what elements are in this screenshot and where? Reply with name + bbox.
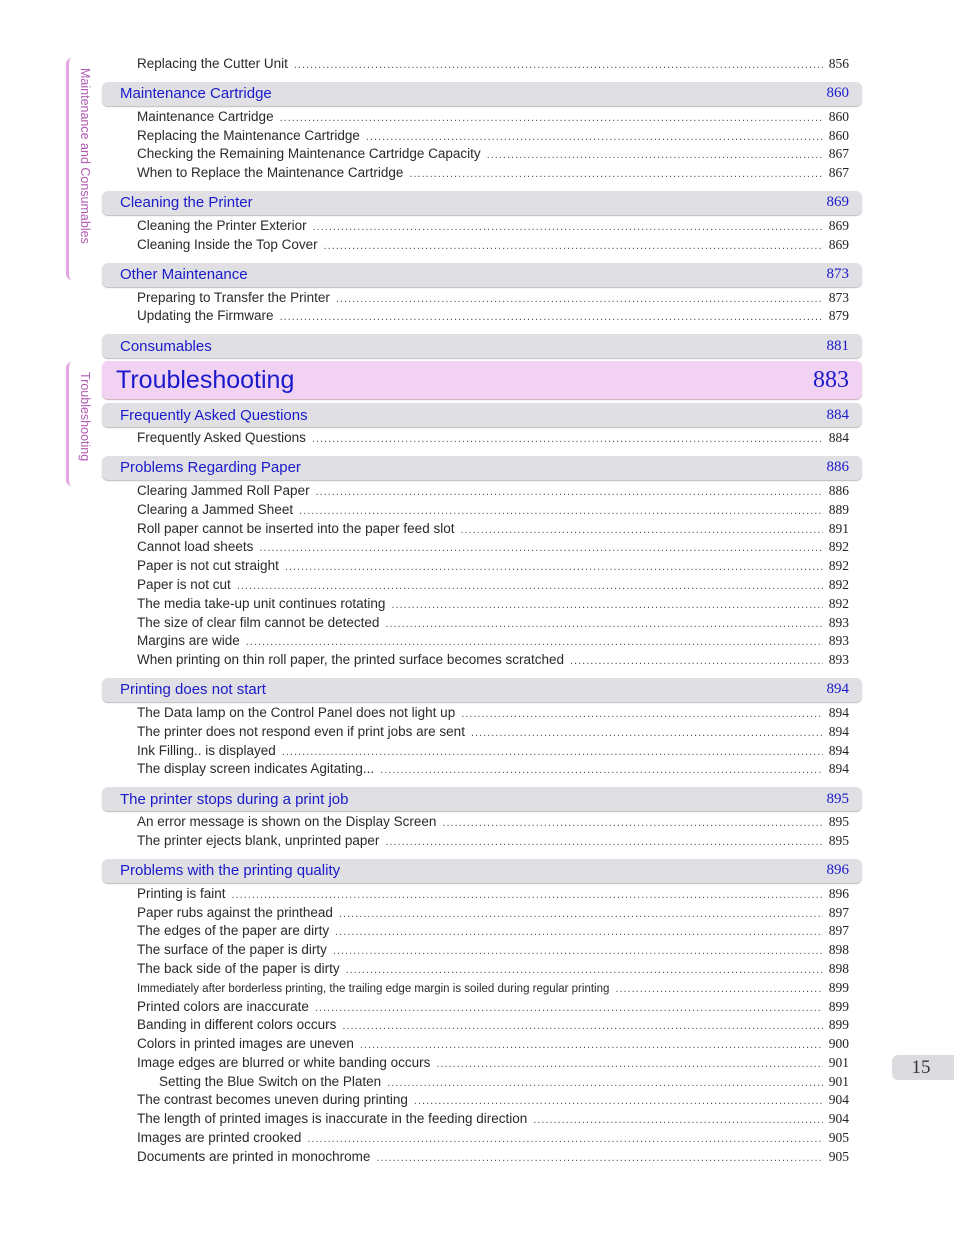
page-ref: 895 (826, 790, 849, 807)
page-ref: 889 (828, 501, 849, 517)
page-ref: 856 (828, 56, 849, 71)
dot-leader (385, 618, 822, 630)
entry-title: Printed colors are inaccurate (137, 998, 309, 1014)
entry-title: The media take-up unit continues rotating (137, 595, 386, 611)
dot-leader (387, 1077, 823, 1089)
toc-entry-link[interactable] (137, 652, 849, 671)
page-ref: 883 (813, 366, 849, 393)
entry-title: Maintenance Cartridge (137, 108, 274, 124)
toc-entry-link[interactable] (137, 633, 849, 652)
entry-title: Margins are wide (137, 633, 240, 649)
page-ref: 884 (828, 430, 849, 446)
section-title: Other Maintenance (120, 266, 248, 284)
toc-entry-link[interactable] (137, 999, 849, 1018)
entry-title: Printing is faint (137, 885, 226, 901)
page-ref: 896 (828, 885, 849, 901)
toc-entry-link[interactable] (137, 577, 849, 596)
dot-leader (333, 945, 823, 957)
entry-title: Paper is not cut straight (137, 558, 279, 574)
page-ref: 893 (828, 614, 849, 630)
toc-section-link[interactable] (102, 787, 862, 811)
toc-section-link[interactable] (102, 82, 862, 106)
page-ref: 901 (828, 1073, 849, 1089)
dot-leader (436, 1058, 822, 1070)
page-ref: 905 (828, 1130, 849, 1146)
side-tab-maintenance[interactable] (66, 58, 93, 280)
spacer (102, 75, 862, 80)
dot-leader (487, 149, 823, 161)
dot-leader (324, 240, 823, 252)
toc-section-link[interactable] (102, 403, 862, 427)
section-title: The printer stops during a print job (120, 790, 349, 808)
toc-entry-link[interactable] (137, 1055, 849, 1074)
page-ref: 873 (828, 289, 849, 305)
entry-title: Paper is not cut (137, 576, 231, 592)
page-ref: 896 (826, 862, 849, 879)
entry-title: Immediately after borderless printing, the trailing edge margin is soiled during regular printing (137, 982, 610, 995)
entry-title: Cleaning the Printer Exterior (137, 217, 307, 233)
spacer (102, 327, 862, 332)
page-ref: 895 (828, 832, 849, 848)
page-ref: 893 (828, 652, 849, 668)
page-ref: 894 (828, 704, 849, 720)
toc-entry-link[interactable] (137, 483, 849, 502)
page-ref: 897 (828, 904, 849, 920)
page-ref: 904 (828, 1111, 849, 1127)
dot-leader (533, 1114, 823, 1126)
spacer (102, 449, 862, 454)
section-title: Maintenance Cartridge (120, 85, 272, 103)
chapter-title: Troubleshooting (116, 365, 295, 394)
dot-leader (282, 746, 823, 758)
entry-title: Updating the Firmware (137, 308, 274, 324)
page-ref: 894 (828, 761, 849, 777)
entry-title: The back side of the paper is dirty (137, 960, 340, 976)
dot-leader (307, 1133, 822, 1145)
page-ref: 898 (828, 960, 849, 976)
toc-entry-link[interactable] (137, 539, 849, 558)
entry-title: Ink Filling.. is displayed (137, 742, 276, 758)
entry-title: An error message is shown on the Display Screen (137, 814, 437, 830)
dot-leader (615, 983, 822, 995)
toc-entry-link[interactable] (137, 218, 849, 237)
entry-title: The contrast becomes uneven during printing (137, 1092, 408, 1108)
page-ref: 898 (828, 942, 849, 958)
toc-entry-link[interactable] (137, 596, 849, 615)
page-ref: 860 (828, 127, 849, 143)
entry-title: Clearing a Jammed Sheet (137, 501, 294, 517)
page-ref: 869 (828, 217, 849, 233)
toc-entry-link[interactable] (137, 942, 849, 961)
toc-entry-link[interactable] (137, 923, 849, 942)
entry-title: Cannot load sheets (137, 539, 254, 555)
entry-title: Documents are printed in monochrome (137, 1148, 371, 1164)
page-ref: 892 (828, 558, 849, 574)
toc-entry-link[interactable] (137, 430, 849, 449)
entry-title: When printing on thin roll paper, the printed surface becomes scratched (137, 652, 564, 668)
toc-entry-link[interactable] (137, 1036, 849, 1055)
page-ref: 895 (828, 814, 849, 830)
toc-chapter-link[interactable] (102, 361, 862, 399)
toc-entry-link[interactable] (137, 1111, 849, 1130)
dot-leader (461, 708, 823, 720)
entry-title: The Data lamp on the Control Panel does not light up (137, 704, 456, 720)
dot-leader (342, 1020, 822, 1032)
dot-leader (280, 112, 823, 124)
section-title: Printing does not start (120, 681, 266, 699)
toc-entry-link[interactable] (137, 502, 849, 521)
spacer (102, 780, 862, 785)
dot-leader (259, 542, 822, 554)
entry-title: The printer does not respond even if print jobs are sent (137, 723, 465, 739)
entry-title: Cleaning Inside the Top Cover (137, 236, 318, 252)
toc-entry-link[interactable] (137, 961, 849, 980)
entry-title: Setting the Blue Switch on the Platen (159, 1073, 382, 1089)
section-title: Consumables (120, 337, 212, 355)
dot-leader (414, 1095, 823, 1107)
toc-entry-link[interactable] (137, 1149, 849, 1168)
entry-title: Preparing to Transfer the Printer (137, 289, 330, 305)
page-ref: 900 (828, 1036, 849, 1052)
toc-entry-link[interactable] (137, 905, 849, 924)
table-of-contents (102, 56, 862, 1168)
dot-leader (336, 293, 823, 305)
toc-entry-link[interactable] (137, 1092, 849, 1111)
toc-entry-link[interactable] (137, 980, 849, 999)
toc-entry-link[interactable] (137, 558, 849, 577)
dot-leader (299, 505, 823, 517)
page-ref: 860 (828, 108, 849, 124)
entry-title: The length of printed images is inaccurate in the feeding direction (137, 1111, 528, 1127)
page-ref: 873 (826, 266, 849, 283)
dot-leader (442, 817, 822, 829)
dot-leader (316, 486, 823, 498)
entry-title: Image edges are blurred or white banding occurs (137, 1054, 431, 1070)
page-ref: 869 (826, 194, 849, 211)
page-ref: 894 (828, 742, 849, 758)
dot-leader (335, 926, 823, 938)
dot-leader (312, 433, 823, 445)
dot-leader (285, 561, 823, 573)
dot-leader (409, 168, 822, 180)
dot-leader (366, 131, 823, 143)
toc-entry-link[interactable] (137, 165, 849, 184)
entry-title: Clearing Jammed Roll Paper (137, 482, 310, 498)
dot-leader (380, 764, 823, 776)
page-ref: 894 (826, 681, 849, 698)
dot-leader (376, 1152, 822, 1164)
entry-title: The printer ejects blank, unprinted paper (137, 832, 380, 848)
dot-leader (385, 836, 822, 848)
toc-entry-link[interactable] (137, 237, 849, 256)
toc-section-link[interactable] (102, 263, 862, 287)
toc-entry-link[interactable] (137, 886, 849, 905)
page-ref: 904 (828, 1092, 849, 1108)
page-ref: 897 (828, 923, 849, 939)
toc-entry-link[interactable] (137, 833, 849, 852)
page-ref: 899 (828, 979, 849, 995)
section-title: Problems Regarding Paper (120, 459, 301, 477)
page-number: 15 (892, 1055, 954, 1080)
page-ref: 891 (828, 520, 849, 536)
dot-leader (471, 727, 823, 739)
dot-leader (339, 908, 823, 920)
toc-section-link[interactable] (102, 678, 862, 702)
spacer (102, 671, 862, 676)
side-tab-troubleshooting[interactable] (66, 362, 93, 486)
dot-leader (232, 889, 823, 901)
entry-title: Colors in printed images are uneven (137, 1036, 354, 1052)
side-tab-label: Troubleshooting (78, 372, 92, 462)
page-ref: 867 (828, 165, 849, 181)
dot-leader (294, 59, 823, 71)
toc-entry-link[interactable] (137, 743, 849, 762)
page-ref: 886 (826, 459, 849, 476)
section-title: Frequently Asked Questions (120, 406, 308, 424)
toc-entry-link[interactable] (137, 290, 849, 309)
entry-title: Replacing the Maintenance Cartridge (137, 127, 360, 143)
dot-leader (460, 524, 822, 536)
toc-section-link[interactable] (102, 456, 862, 480)
toc-entry-link[interactable] (137, 814, 849, 833)
page-ref: 879 (828, 308, 849, 324)
entry-title: Checking the Remaining Maintenance Cartridge Capacity (137, 146, 481, 162)
dot-leader (315, 1002, 823, 1014)
toc-section-link[interactable] (102, 191, 862, 215)
side-tab-label: Maintenance and Consumables (78, 68, 92, 244)
toc-entry-link[interactable] (137, 705, 849, 724)
spacer (102, 184, 862, 189)
page-ref: 892 (828, 595, 849, 611)
entry-title: The surface of the paper is dirty (137, 942, 327, 958)
page-ref: 899 (828, 1017, 849, 1033)
entry-title: The size of clear film cannot be detected (137, 614, 380, 630)
dot-leader (391, 599, 822, 611)
dot-leader (280, 311, 823, 323)
page-ref: 899 (828, 998, 849, 1014)
entry-title: Replacing the Cutter Unit (137, 56, 288, 71)
dot-leader (313, 221, 823, 233)
page-ref: 894 (828, 723, 849, 739)
toc-entry-link[interactable] (137, 1130, 849, 1149)
entry-title: The edges of the paper are dirty (137, 923, 330, 939)
dot-leader (346, 964, 823, 976)
entry-title: The display screen indicates Agitating... (137, 761, 375, 777)
toc-entry-link[interactable] (159, 1074, 849, 1093)
toc-entry-link[interactable] (137, 56, 849, 75)
dot-leader (237, 580, 823, 592)
dot-leader (246, 636, 823, 648)
page-ref: 901 (828, 1054, 849, 1070)
toc-entry-link[interactable] (137, 109, 849, 128)
page-ref: 881 (826, 337, 849, 354)
toc-entry-link[interactable] (137, 1017, 849, 1036)
toc-entry-link[interactable] (137, 128, 849, 147)
page-ref: 893 (828, 633, 849, 649)
toc-entry-link[interactable] (137, 146, 849, 165)
toc-entry-link[interactable] (137, 308, 849, 327)
page-ref: 886 (828, 482, 849, 498)
toc-section-link[interactable] (102, 859, 862, 883)
spacer (102, 852, 862, 857)
toc-entry-link[interactable] (137, 761, 849, 780)
section-title: Problems with the printing quality (120, 862, 341, 880)
page-ref: 869 (828, 236, 849, 252)
toc-entry-link[interactable] (137, 615, 849, 634)
page-ref: 892 (828, 576, 849, 592)
page-ref: 860 (826, 85, 849, 102)
entry-title: When to Replace the Maintenance Cartridge (137, 165, 404, 181)
dot-leader (570, 655, 823, 667)
entry-title: Frequently Asked Questions (137, 430, 306, 446)
page-ref: 892 (828, 539, 849, 555)
entry-title: Roll paper cannot be inserted into the paper feed slot (137, 520, 455, 536)
entry-title: Banding in different colors occurs (137, 1017, 337, 1033)
toc-entry-link[interactable] (137, 521, 849, 540)
spacer (102, 256, 862, 261)
toc-entry-link[interactable] (137, 724, 849, 743)
page-ref: 884 (826, 406, 849, 423)
entry-title: Images are printed crooked (137, 1130, 302, 1146)
toc-section-link[interactable] (102, 334, 862, 358)
page-ref: 905 (828, 1148, 849, 1164)
section-title: Cleaning the Printer (120, 194, 253, 212)
dot-leader (360, 1039, 823, 1051)
page-ref: 867 (828, 146, 849, 162)
entry-title: Paper rubs against the printhead (137, 904, 333, 920)
